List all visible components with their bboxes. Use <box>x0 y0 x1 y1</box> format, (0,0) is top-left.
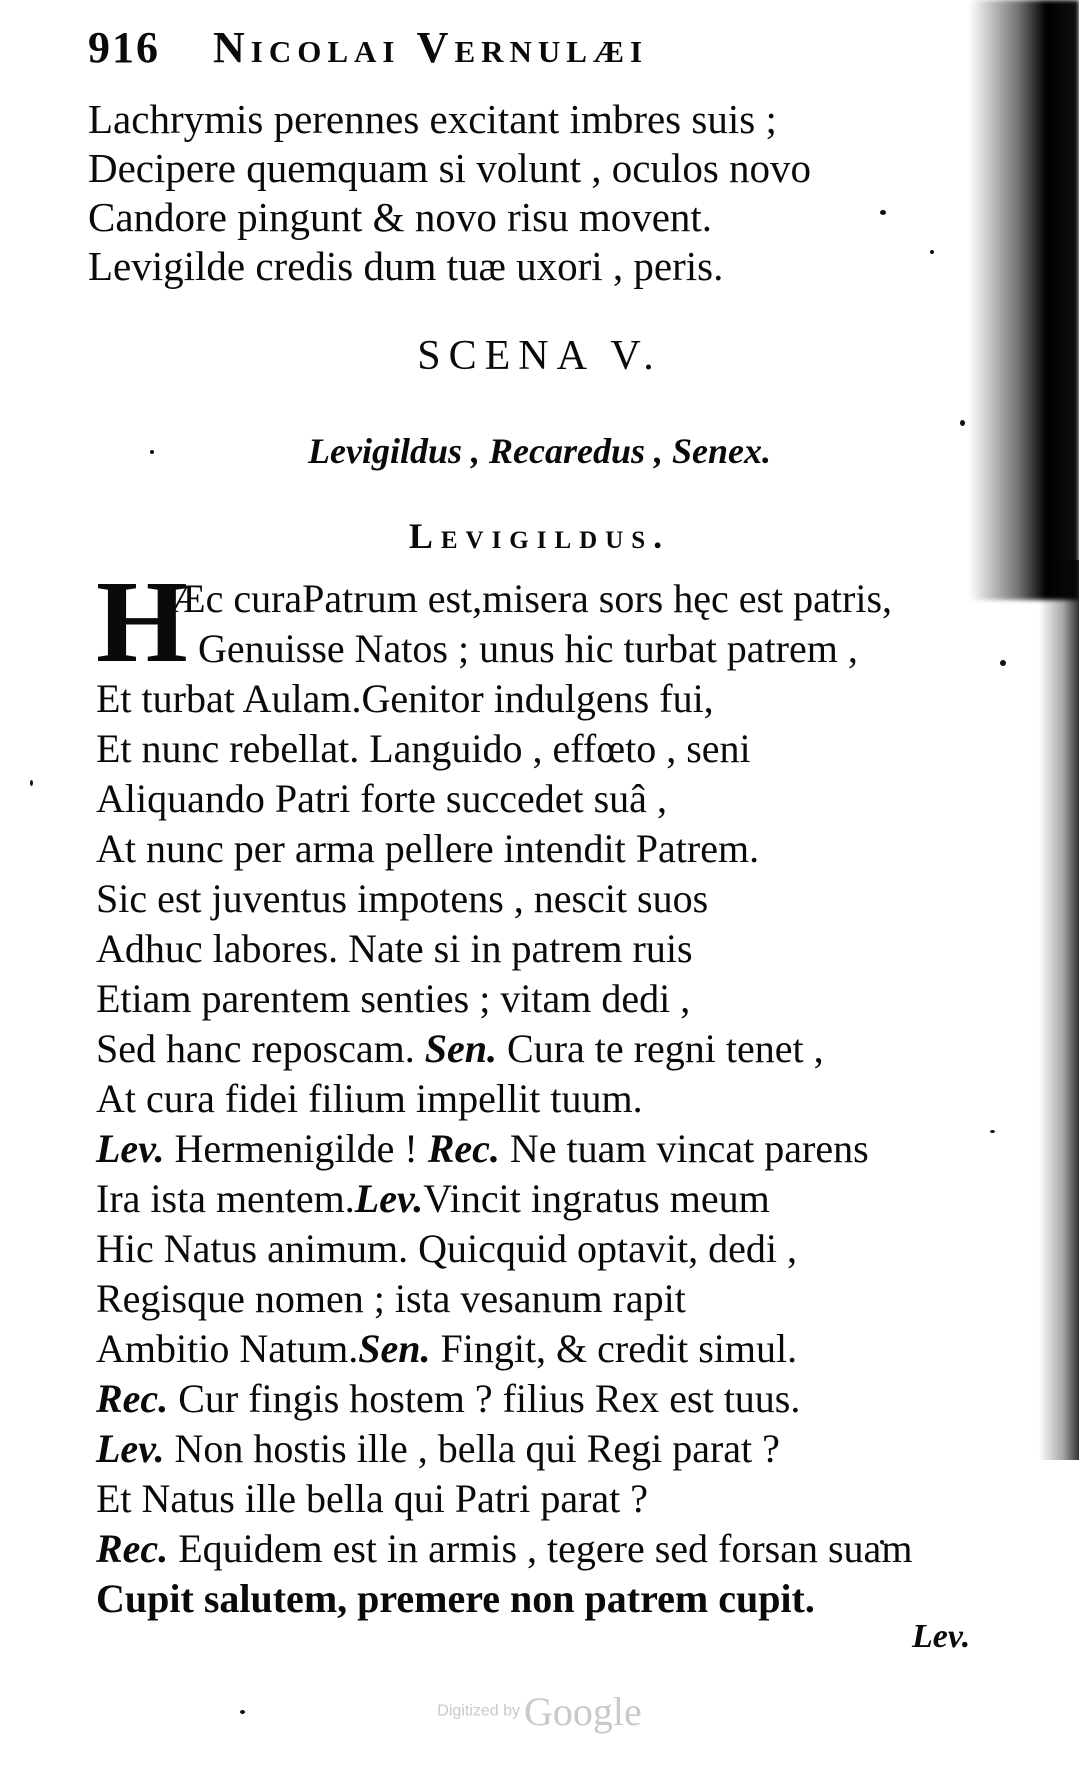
dialogue-line <box>96 1075 643 1123</box>
line-text: Adhuc labores. Nate si in patrem ruis <box>96 926 693 971</box>
line-text: Hic Natus animum. Quicquid optavit, dedi , <box>96 1226 797 1271</box>
dialogue-line <box>96 975 690 1023</box>
dialogue-line <box>96 1175 770 1223</box>
line-text: Cupit salutem, premere non patrem cupit. <box>96 1576 815 1621</box>
line-text: Ne tuam vincat parens <box>499 1126 869 1171</box>
speaker-abbrev: Sen. <box>424 1026 498 1071</box>
dialogue-line <box>96 775 667 823</box>
dialogue-line <box>96 1575 815 1623</box>
verse-line: Lachrymis perennes excitant imbres suis ; <box>88 96 777 142</box>
dialogue-line <box>96 1325 797 1373</box>
line-text: Æc curaPatrum est,misera sors hęc est patris, <box>170 576 893 621</box>
line-text: Vincit ingratus meum <box>423 1176 770 1221</box>
verse-line: Levigilde credis dum tuæ uxori , peris. <box>88 243 724 289</box>
dialogue-line <box>96 1225 797 1273</box>
line-text: Equidem est in armis , tegere sed forsan suam <box>168 1526 913 1571</box>
line-text: Sic est juventus impotens , nescit suos <box>96 876 709 921</box>
ink-speck <box>930 250 934 254</box>
binding-edge <box>1039 560 1079 1460</box>
line-text: Et Natus ille bella qui Patri parat ? <box>96 1476 649 1521</box>
scene-title: SCENA V. <box>417 333 662 379</box>
watermark-brand: Google <box>523 1689 642 1734</box>
dialogue-line <box>96 1275 686 1323</box>
ink-speck <box>960 420 965 426</box>
line-text: Regisque nomen ; ista vesanum rapit <box>96 1276 686 1321</box>
dialogue-line <box>96 875 708 923</box>
binding-shadow <box>969 0 1079 600</box>
line-text: Et turbat Aulam.Genitor indulgens fui, <box>96 676 714 721</box>
line-text: Cur fingis hostem ? filius Rex est tuus. <box>168 1376 801 1421</box>
ink-speck <box>1000 660 1006 666</box>
line-text: Ira ista mentem. <box>96 1176 355 1221</box>
page-header <box>88 22 648 73</box>
catchword: Lev. <box>912 1618 971 1655</box>
watermark-prefix: Digitized by <box>437 1702 520 1720</box>
speaker-abbrev: Lev. <box>354 1176 424 1221</box>
speaker-abbrev: Rec. <box>96 1376 169 1421</box>
line-text: Etiam parentem senties ; vitam dedi , <box>96 976 691 1021</box>
dialogue-line <box>198 625 858 673</box>
dialogue-line <box>96 1475 648 1523</box>
dialogue-line <box>96 1025 824 1073</box>
digitized-watermark <box>0 1688 1079 1735</box>
dialogue-line <box>96 725 751 773</box>
page-number: 916 <box>88 23 160 72</box>
dialogue-line <box>96 1125 869 1173</box>
line-text: At cura fidei filium impellit tuum. <box>96 1076 643 1121</box>
scene-characters: Levigildus , Recaredus , Senex. <box>308 431 771 471</box>
drop-cap: H <box>96 556 188 687</box>
line-text: Ambitio Natum. <box>96 1326 359 1371</box>
line-text: Cura te regni tenet , <box>497 1026 824 1071</box>
ink-speck <box>990 1130 995 1133</box>
dialogue-line <box>96 1375 800 1423</box>
speaker-abbrev: Sen. <box>358 1326 431 1371</box>
running-title: Nicolai Vernulæi <box>213 23 649 72</box>
ink-speck <box>30 780 33 786</box>
speaker-abbrev: Rec. <box>417 1126 500 1171</box>
speaker-heading: Levigildus. <box>408 516 671 556</box>
ink-speck <box>880 210 886 215</box>
dialogue-line <box>170 575 892 623</box>
dialogue-line <box>96 825 759 873</box>
dialogue-line <box>96 925 693 973</box>
line-text: Sed hanc reposcam. <box>96 1026 415 1071</box>
line-text: Fingit, & credit simul. <box>430 1326 798 1371</box>
line-text: Hermenigilde ! <box>164 1126 418 1171</box>
verse-line: Decipere quemquam si volunt , oculos novo <box>88 145 812 191</box>
line-text: Et nunc rebellat. Languido , effœto , seni <box>96 726 751 771</box>
verse-line: Candore pingunt & novo risu movent. <box>88 194 713 240</box>
dialogue-line <box>96 1525 912 1573</box>
dialogue-line <box>96 1425 780 1473</box>
line-text: At nunc per arma pellere intendit Patrem. <box>96 826 760 871</box>
speaker-abbrev: Lev. <box>96 1426 165 1471</box>
line-text: Genuisse Natos ; unus hic turbat patrem , <box>198 626 858 671</box>
line-text: Aliquando Patri forte succedet suâ , <box>96 776 667 821</box>
dialogue-line <box>96 675 714 723</box>
speaker-abbrev: Rec. <box>96 1526 169 1571</box>
line-text: Non hostis ille , bella qui Regi parat ? <box>164 1426 780 1471</box>
speaker-abbrev: Lev. <box>96 1126 165 1171</box>
